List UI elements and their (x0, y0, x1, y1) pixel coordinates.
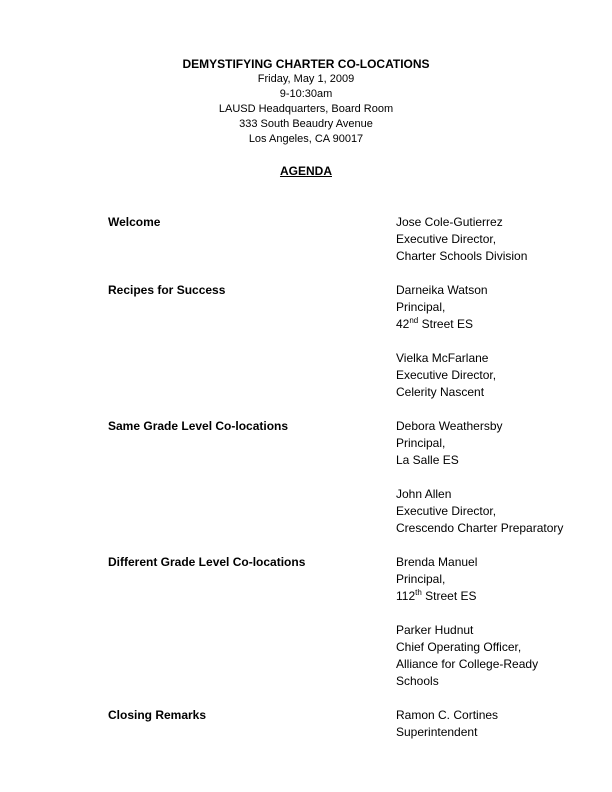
event-title: DEMYSTIFYING CHARTER CO-LOCATIONS (182, 57, 430, 71)
speaker (396, 486, 588, 537)
speaker-org: Crescendo Charter Preparatory (396, 521, 564, 535)
speaker (396, 214, 588, 265)
speaker-org: Alliance for College-Ready (396, 657, 539, 671)
agenda-item (108, 418, 588, 554)
speaker-name: Darneika Watson (396, 283, 488, 297)
agenda-item (108, 282, 588, 418)
agenda-header (0, 56, 612, 147)
agenda-topic: Different Grade Level Co-locations (108, 555, 306, 569)
speaker-title: Superintendent (396, 725, 478, 739)
speaker-title: Principal, (396, 572, 446, 586)
org-suffix: Street ES (421, 589, 477, 603)
speaker-org-continued: Schools (396, 674, 439, 688)
speaker-name: Vielka McFarlane (396, 351, 489, 365)
speaker-list (396, 418, 588, 554)
agenda-topic: Closing Remarks (108, 708, 207, 722)
speaker-title: Principal, (396, 436, 446, 450)
speaker-title: Executive Director, (396, 504, 497, 518)
agenda-item (108, 554, 588, 707)
agenda-list (108, 214, 588, 758)
agenda-topic: Welcome (108, 215, 161, 229)
org-ordinal-suffix: th (415, 588, 422, 597)
speaker-org (396, 588, 588, 605)
event-street: 333 South Beaudry Avenue (239, 118, 373, 130)
speaker-name: Parker Hudnut (396, 623, 474, 637)
speaker-list (396, 282, 588, 418)
agenda-topic: Recipes for Success (108, 283, 226, 297)
speaker-list (396, 554, 588, 707)
speaker-name: Debora Weathersby (396, 419, 503, 433)
agenda-heading: AGENDA (279, 164, 332, 178)
org-number: 42 (396, 317, 410, 331)
speaker-title: Chief Operating Officer, (396, 640, 522, 654)
speaker-list (396, 707, 588, 758)
speaker-org: La Salle ES (396, 453, 459, 467)
speaker-title: Principal, (396, 300, 446, 314)
speaker (396, 707, 588, 741)
speaker-name: Jose Cole-Gutierrez (396, 215, 503, 229)
speaker-name: John Allen (396, 487, 452, 501)
org-ordinal-suffix: nd (409, 316, 419, 325)
speaker (396, 554, 588, 605)
speaker (396, 418, 588, 469)
org-number: 112 (396, 589, 416, 603)
speaker-org (396, 316, 588, 333)
speaker (396, 622, 588, 690)
speaker-name: Ramon C. Cortines (396, 708, 499, 722)
speaker (396, 350, 588, 401)
agenda-item (108, 707, 588, 758)
event-city: Los Angeles, CA 90017 (248, 133, 364, 145)
event-time: 9-10:30am (279, 88, 333, 100)
speaker-list (396, 214, 588, 282)
agenda-item (108, 214, 588, 282)
speaker-title: Executive Director, (396, 232, 497, 246)
event-date: Friday, May 1, 2009 (257, 73, 355, 85)
speaker-org: Charter Schools Division (396, 249, 528, 263)
org-suffix: Street ES (418, 317, 473, 331)
speaker-title: Executive Director, (396, 368, 497, 382)
speaker-name: Brenda Manuel (396, 555, 478, 569)
agenda-topic: Same Grade Level Co-locations (108, 419, 289, 433)
event-venue: LAUSD Headquarters, Board Room (218, 103, 394, 115)
speaker-org: Celerity Nascent (396, 385, 485, 399)
speaker (396, 282, 588, 333)
